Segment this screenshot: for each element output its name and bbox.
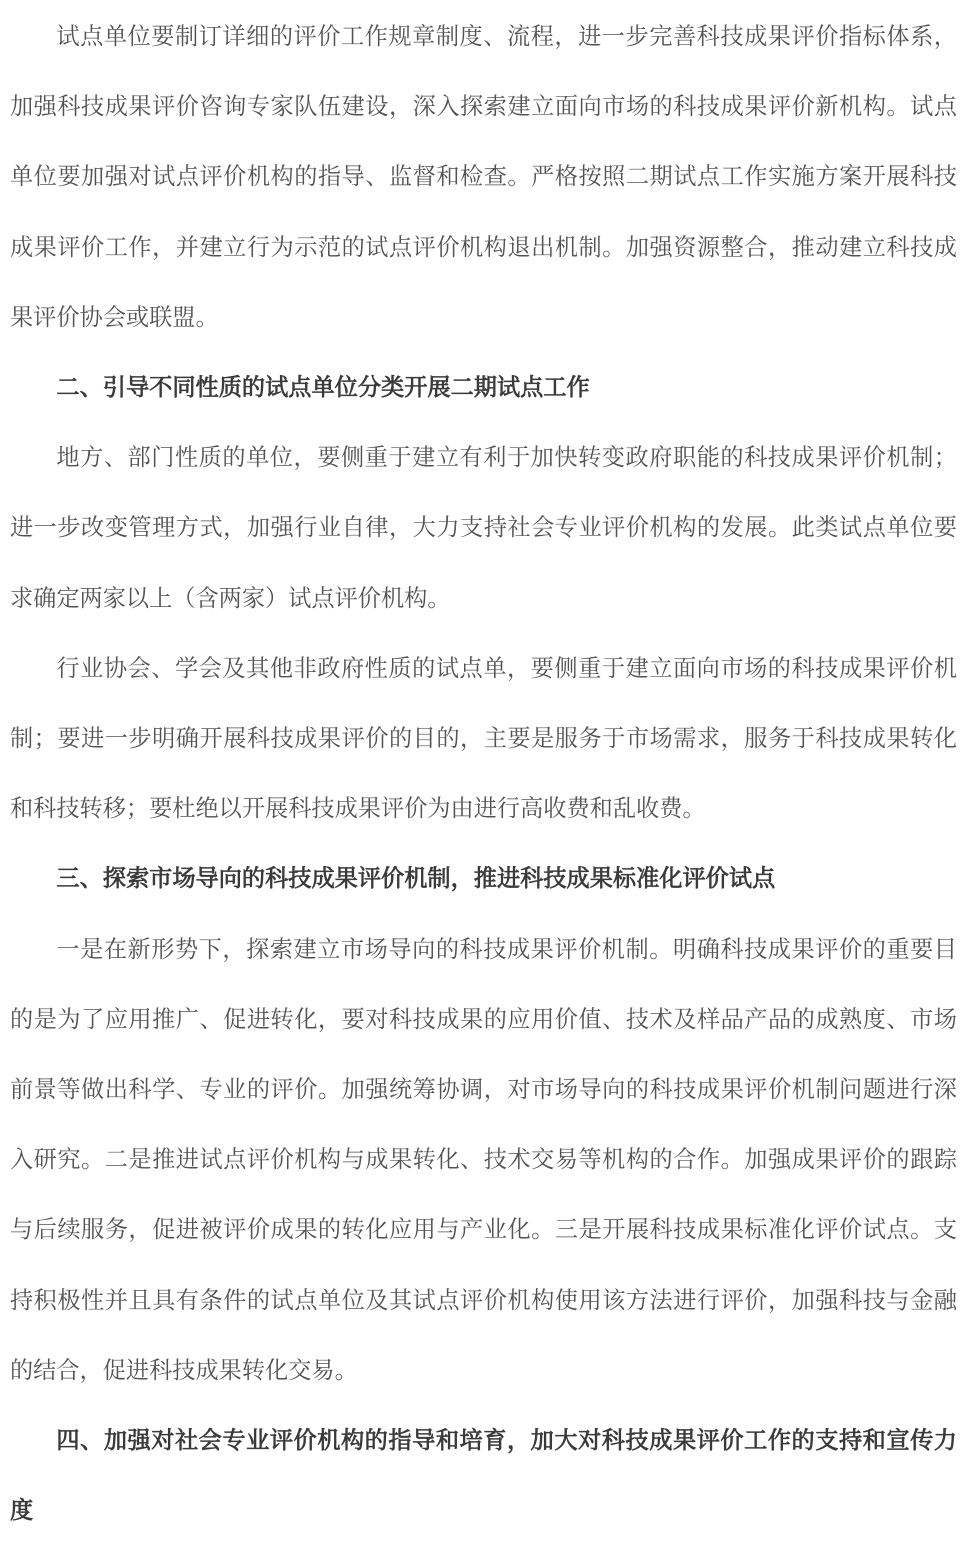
paragraph-local-departments: 地方、部门性质的单位，要侧重于建立有利于加快转变政府职能的科技成果评价机制；进一步改变管理方式，加强行业自律，大力支持社会专业评价机构的发展。此类试点单位要求确定两家以上（含两家）试点评价机构。 [10, 444, 957, 612]
section-heading-4: 四、加强对社会专业评价机构的指导和培育，加大对科技成果评价工作的支持和宣传力度 [10, 1427, 957, 1525]
section-heading-2: 二、引导不同性质的试点单位分类开展二期试点工作 [56, 374, 590, 402]
paragraph-market-oriented-mechanism: 一是在新形势下，探索建立市场导向的科技成果评价机制。明确科技成果评价的重要目的是为了应用推广、促进转化，要对科技成果的应用价值、技术及样品产品的成熟度、市场前景等做出科学、专业的评价。加强统筹协调，对市场导向的科技成果评价机制问题进行深入研究。二是推进试点评价机构与成果转化、技术交易等机构的合作。加强成果评价的跟踪与后续服务，促进被评价成果的转化应用与产业化。三是开展科技成果标准化评价试点。支持积极性并且具有条件的试点单位及其试点评价机构使用该方法进行评价，加强科技与金融的结合，促进科技成果转化交易。 [10, 935, 957, 1384]
section-heading-3: 三、探索市场导向的科技成果评价机制，推进科技成果标准化评价试点 [56, 865, 776, 893]
paragraph-industry-associations: 行业协会、学会及其他非政府性质的试点单，要侧重于建立面向市场的科技成果评价机制；要进一步明确开展科技成果评价的目的，主要是服务于市场需求，服务于科技成果转化和科技转移；要杜绝以开展科技成果评价为由进行高收费和乱收费。 [10, 654, 957, 823]
document-body [0, 2, 967, 1547]
paragraph-evaluation-rules: 试点单位要制订详细的评价工作规章制度、流程，进一步完善科技成果评价指标体系，加强科技成果评价咨询专家队伍建设，深入探索建立面向市场的科技成果评价新机构。试点单位要加强对试点评价机构的指导、监督和检查。严格按照二期试点工作实施方案开展科技成果评价工作，并建立行为示范的试点评价机构退出机制。加强资源整合，推动建立科技成果评价协会或联盟。 [10, 23, 957, 331]
